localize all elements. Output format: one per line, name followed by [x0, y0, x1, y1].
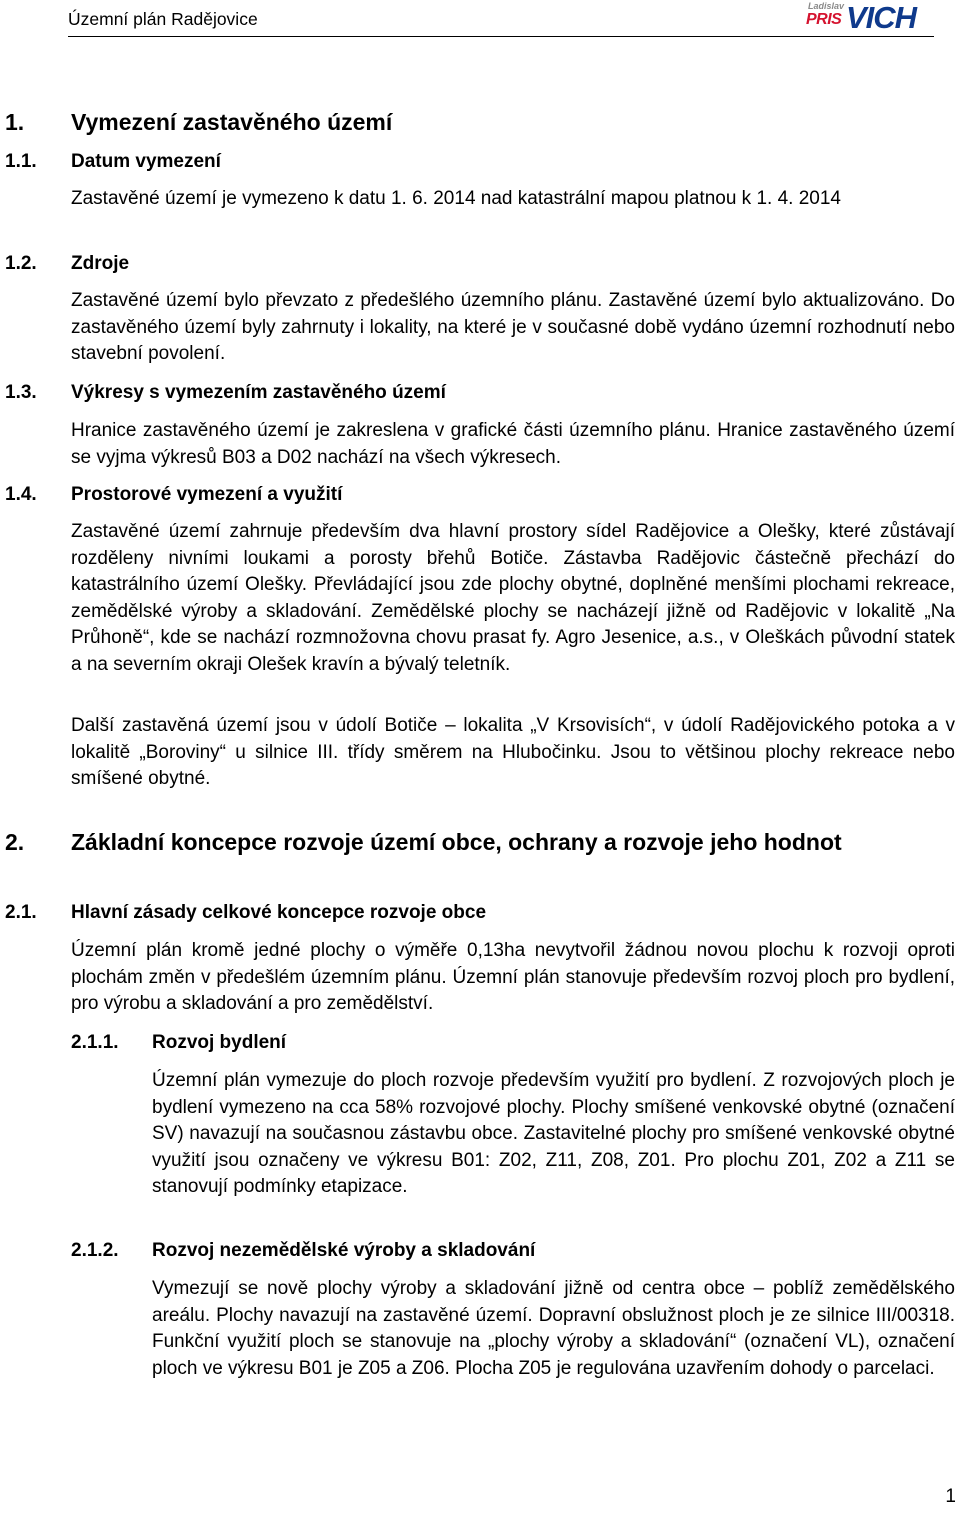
subsection-number: 1.1. — [5, 151, 37, 172]
subsection-heading: Výkresy s vymezením zastavěného území — [71, 382, 446, 403]
page-number: 1 — [945, 1486, 956, 1507]
subsubsection-number: 2.1.2. — [71, 1240, 119, 1261]
section-number: 1. — [5, 109, 25, 135]
paragraph: Zastavěné území je vymezeno k datu 1. 6. 2014 nad katastrální mapou platnou k 1. 4. 2014 — [71, 188, 841, 209]
company-logo — [804, 0, 934, 35]
logo-person-name: Ladislav — [808, 1, 845, 11]
section-heading: Základní koncepce rozvoje území obce, ochrany a rozvoje jeho hodnot — [71, 829, 842, 855]
subsection-number: 1.4. — [5, 484, 37, 505]
page-header — [68, 0, 934, 37]
subsection-heading: Zdroje — [71, 253, 130, 274]
paragraph: Hranice zastavěného území je zakreslena v grafické části územního plánu. Hranice zastavěného území se vyjma výkresů B03 a D02 nachází na všech výkresech. — [71, 420, 955, 468]
subsubsection-heading: Rozvoj nezemědělské výroby a skladování — [152, 1240, 536, 1261]
paragraph: Územní plán vymezuje do ploch rozvoje především využití pro bydlení. Z rozvojových ploch je bydlení vymezeno na cca 58% rozvojové plochy. Plochy smíšené venkovské obytné (označení SV) navazují na současnou zástavbu obce. Zastavitelné plochy pro smíšené venkovské obytné využití jsou označeny ve výkresu B01: Z02, Z11, Z08, Z01. Pro plochu Z01, Z02 a Z11 se stanovují podmínky etapizace. — [152, 1070, 955, 1197]
subsection-heading: Datum vymezení — [71, 151, 221, 172]
subsubsection-heading: Rozvoj bydlení — [152, 1032, 287, 1053]
subsection-heading: Hlavní zásady celkové koncepce rozvoje obce — [71, 902, 487, 923]
paragraph: Zastavěné území zahrnuje především dva hlavní prostory sídel Radějovice a Olešky, které zůstávají rozděleny nivními loukami a porosty břehů Botiče. Zástavba Radějovic částečně přechází do katastrálního území Olešky. Převládající jsou zde plochy obytné, doplněné menšími plochami rekreace, zemědělské výroby a skladování. Zemědělské plochy se nacházejí jižně od Radějovic v lokalitě „Na Průhoně“, kde se nachází rozmnožovna chovu prasat fy. Agro Jesenice, a.s., v Oleškách původní statek a na severním okraji Olešek kravín a bývalý teletník. — [71, 521, 955, 675]
logo-brand-left: PRIS — [806, 11, 842, 28]
paragraph: Vymezují se nově plochy výroby a skladování jižně od centra obce – poblíž zemědělského areálu. Plochy navazují na zastavěné území. Dopravní obslužnost ploch je ze silnice III/00318. Funkční využití ploch se stanovuje na „plochy výroby a skladování“ (označení VL), označení ploch ve výkresu B01 je Z05 a Z06. Plocha Z05 je regulována uzavřením dohody o parcelaci. — [152, 1278, 955, 1379]
subsection-number: 1.2. — [5, 253, 37, 274]
subsection-number: 2.1. — [5, 902, 37, 923]
section-heading: Vymezení zastavěného území — [71, 109, 393, 135]
paragraph: Zastavěné území bylo převzato z předešlého územního plánu. Zastavěné území bylo aktualizováno. Do zastavěného území byly zahrnuty i lokality, na které je v současné době vydáno územní rozhodnutí nebo stavební povolení. — [71, 290, 955, 364]
paragraph: Územní plán kromě jedné plochy o výměře 0,13ha nevytvořil žádnou novou plochu k rozvoji oproti plochám změn v předešlém územním plánu. Územní plán stanovuje především rozvoj ploch pro bydlení, pro výrobu a skladování a pro zemědělství. — [71, 940, 955, 1014]
paragraph: Další zastavěná území jsou v údolí Botiče – lokalita „V Krsovisích“, v údolí Radějovického potoka a v lokalitě „Boroviny“ u silnice III. třídy směrem na Hlubočinku. Jsou to většinou plochy rekreace nebo smíšené obytné. — [71, 715, 955, 789]
subsection-number: 1.3. — [5, 382, 37, 403]
subsection-heading: Prostorové vymezení a využití — [71, 484, 343, 505]
document-title: Územní plán Radějovice — [68, 9, 258, 29]
section-number: 2. — [5, 829, 25, 855]
logo-brand-right: VICH — [846, 0, 917, 35]
subsubsection-number: 2.1.1. — [71, 1032, 119, 1053]
